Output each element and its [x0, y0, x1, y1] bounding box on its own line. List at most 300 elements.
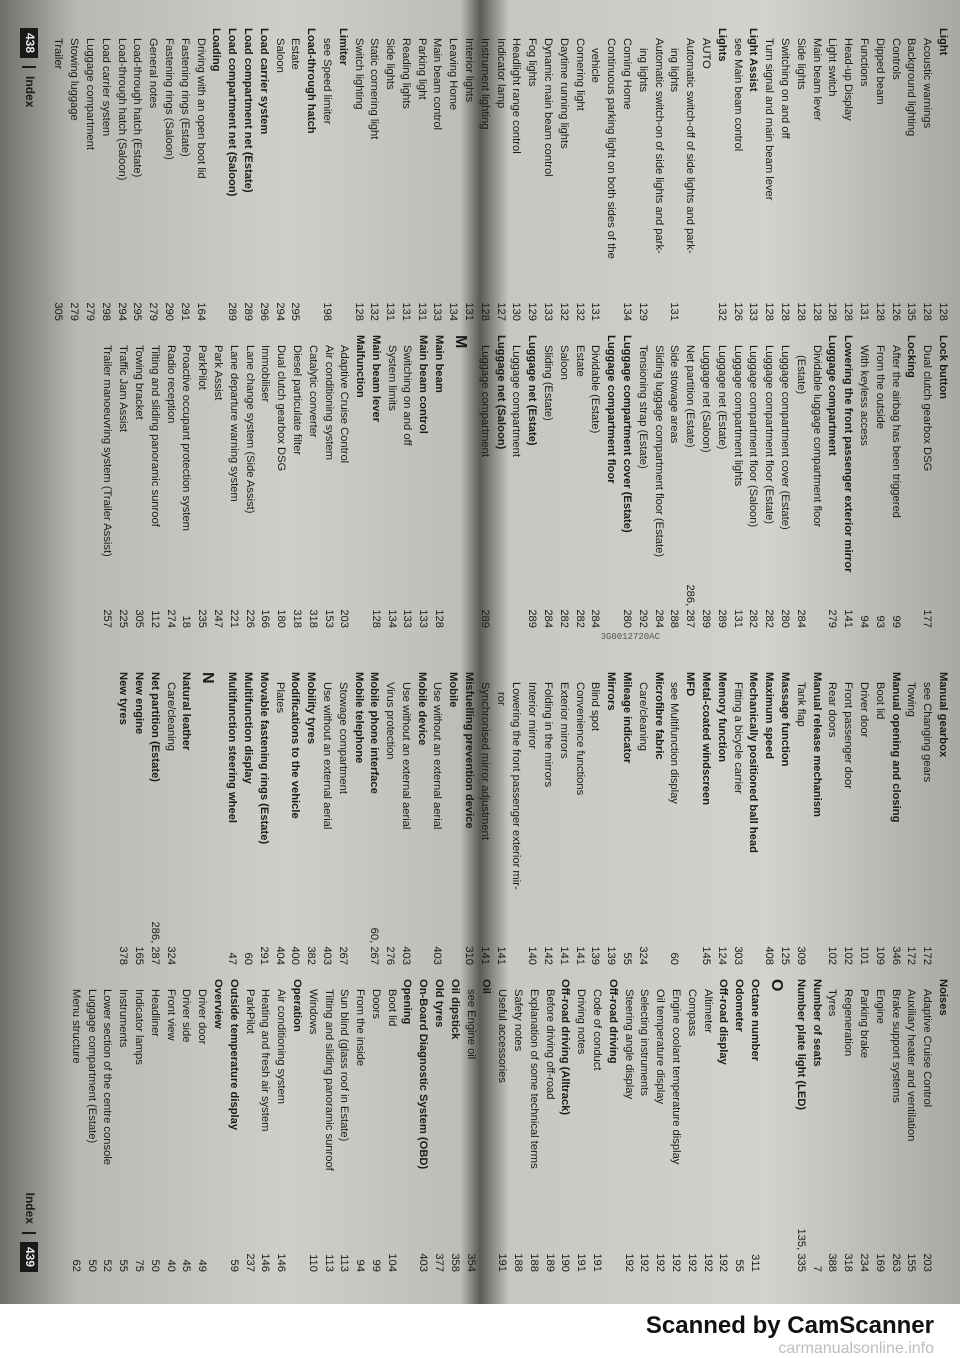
index-entry	[320, 979, 336, 1272]
index-page-ref: 55	[117, 1259, 130, 1272]
index-entry	[618, 335, 634, 628]
index-page-ref	[697, 315, 713, 321]
index-entry	[776, 28, 792, 321]
index-term: Sliding (Estate)	[542, 345, 555, 421]
index-entry	[792, 672, 808, 965]
index-term: ror	[494, 692, 507, 706]
index-term: Switching on and off	[779, 38, 792, 139]
index-page-ref: 141	[478, 946, 491, 965]
index-page-ref: 52	[101, 1259, 114, 1272]
index-page-ref	[334, 315, 350, 321]
index-term: Interior mirror	[526, 682, 539, 750]
index-page-ref: 7	[810, 1265, 823, 1272]
index-page-ref: 289	[700, 609, 713, 628]
index-term: Driver door	[196, 989, 209, 1045]
index-page-ref	[808, 959, 824, 965]
index-term: Automatic switch-on of side lights and park-	[652, 38, 665, 254]
index-entry	[792, 335, 808, 628]
index-term: Fastening rings (Saloon)	[162, 38, 175, 160]
index-entry	[476, 672, 492, 965]
index-term: Luggage compartment floor (Saloon)	[747, 345, 760, 528]
index-entry	[618, 672, 634, 965]
index-entry	[146, 335, 162, 628]
index-entry	[413, 28, 429, 321]
index-entry	[476, 335, 492, 628]
index-term: ParkPilot	[196, 345, 209, 390]
index-entry	[745, 335, 761, 628]
index-page-ref: 133	[431, 302, 444, 321]
index-entry	[587, 28, 603, 321]
index-term: Front view	[164, 989, 177, 1041]
index-term: Fog lights	[526, 38, 539, 87]
index-page-ref: 192	[717, 1253, 730, 1272]
index-entry	[162, 335, 178, 628]
index-page-ref: 172	[921, 946, 934, 965]
index-entry	[746, 979, 762, 1272]
index-page-ref: 404	[273, 946, 286, 965]
index-term: Malfunction	[354, 335, 367, 398]
index-page-ref: 289	[241, 302, 254, 321]
index-entry	[541, 979, 557, 1272]
footer-divider	[22, 66, 36, 68]
index-page-ref: 145	[700, 946, 713, 965]
index-term: Side lights	[384, 38, 397, 90]
index-page-ref: 237	[243, 1253, 256, 1272]
index-entry	[146, 672, 162, 965]
index-letter-heading: N	[199, 672, 217, 684]
index-page-ref: 257	[101, 609, 114, 628]
index-term: Dipped beam	[873, 38, 886, 105]
index-term: Misfuelling prevention device	[463, 672, 476, 829]
index-entry	[476, 28, 492, 321]
index-page-ref: 155	[905, 1253, 918, 1272]
index-page-ref: 134	[385, 609, 398, 628]
index-term: Daytime running lights	[557, 38, 570, 149]
index-entry	[555, 335, 571, 628]
index-page-ref: 165	[132, 946, 145, 965]
index-page-ref: 47	[226, 952, 239, 965]
index-entry	[713, 672, 729, 965]
index-page-ref: 112	[148, 610, 161, 628]
index-entry	[729, 672, 745, 965]
index-page-ref: 291	[178, 302, 191, 321]
index-page-ref: 203	[338, 609, 351, 628]
index-term: Proactive occupant protection system	[180, 345, 193, 531]
index-term: Luggage net (Saloon)	[700, 345, 713, 453]
index-page-ref: 292	[636, 609, 649, 628]
index-term: Interior lights	[463, 38, 476, 103]
index-entry	[523, 335, 539, 628]
index-entry	[383, 979, 399, 1272]
index-term: Tyres	[826, 989, 839, 1017]
index-entry	[255, 28, 271, 321]
index-page-ref: 128	[763, 302, 776, 321]
index-term: Heating and fresh air system	[259, 989, 272, 1132]
index-page-ref: 164	[194, 302, 207, 321]
index-entry	[351, 335, 367, 628]
index-entry	[460, 672, 476, 965]
index-page-ref: 130	[510, 302, 523, 321]
index-page-ref: 99	[889, 615, 902, 628]
index-term: General notes	[147, 38, 160, 109]
index-term: Load-through hatch	[305, 28, 318, 134]
index-term: Light Assist	[747, 28, 760, 92]
index-term: Loading	[210, 28, 223, 72]
index-page-ref: 378	[117, 946, 130, 965]
index-term: Off-road display	[717, 979, 730, 1065]
index-entry	[903, 335, 919, 628]
index-term: Mobile phone interface	[368, 672, 381, 794]
index-term: Mirrors	[605, 672, 618, 711]
index-page-ref: 59	[227, 1259, 240, 1272]
index-page-ref: 128	[779, 302, 792, 321]
index-page-ref: 45	[180, 1259, 193, 1272]
index-page-ref: 128	[937, 302, 949, 321]
index-entry	[887, 979, 903, 1272]
index-entry	[144, 28, 160, 321]
index-page-ref	[934, 622, 950, 628]
index-term: Luggage compartment cover (Estate)	[779, 345, 792, 530]
index-term: Multifunction display	[241, 672, 254, 784]
index-entry	[934, 335, 950, 628]
index-entry	[381, 28, 397, 321]
index-entry	[367, 335, 383, 628]
index-page-ref	[288, 1266, 304, 1272]
index-page-ref: 49	[196, 1259, 209, 1272]
index-page-ref	[602, 315, 618, 321]
index-page-ref: 305	[132, 609, 145, 628]
index-entry	[492, 672, 508, 965]
index-page-ref: 403	[320, 946, 333, 965]
index-page-ref: 153	[322, 609, 335, 628]
index-entry	[351, 979, 367, 1272]
index-term: ing lights	[636, 48, 649, 93]
index-entry	[918, 672, 934, 965]
index-entry	[272, 979, 288, 1272]
index-entry	[446, 979, 462, 1272]
index-page-ref: 324	[164, 946, 177, 965]
index-entry	[508, 672, 524, 965]
index-entry	[334, 28, 350, 321]
index-page-ref: 188	[527, 1253, 540, 1272]
index-page-ref: 141	[557, 946, 570, 965]
camscanner-watermark	[0, 1304, 960, 1358]
gutter-code: 3G0012720AC	[600, 632, 660, 642]
index-entry	[302, 28, 318, 321]
index-entry	[571, 28, 587, 321]
index-page-ref: 102	[826, 946, 839, 965]
index-entry	[272, 335, 288, 628]
index-term: New engine	[132, 672, 145, 735]
index-page-ref: 133	[747, 302, 760, 321]
index-entry	[697, 28, 713, 321]
index-entry	[334, 672, 350, 965]
index-page-ref	[681, 315, 697, 321]
index-entry	[651, 979, 667, 1272]
index-page-ref	[808, 622, 824, 628]
index-page-ref: 94	[858, 615, 871, 628]
index-term: Saloon	[557, 345, 570, 380]
index-term: Lowering the front passenger exterior mir-	[510, 682, 523, 890]
index-page-ref: 310	[463, 946, 476, 965]
index-term: Luggage compartment	[510, 345, 523, 457]
index-term: Fastening rings (Estate)	[178, 38, 191, 157]
index-entry	[336, 335, 352, 628]
index-page-ref: 128	[478, 302, 491, 321]
index-entry	[715, 979, 731, 1272]
index-entry	[745, 28, 761, 321]
index-entry	[887, 672, 903, 965]
index-entry	[618, 28, 634, 321]
index-page-ref: 305	[52, 302, 65, 321]
index-entry	[557, 979, 573, 1272]
index-entry	[271, 28, 287, 321]
index-entry	[430, 335, 446, 628]
index-term: Dual clutch gearbox DSG	[921, 345, 934, 472]
index-page-ref: 131	[589, 302, 602, 321]
index-page-ref	[302, 315, 318, 321]
index-entry	[697, 335, 713, 628]
index-term: Luggage compartment floor	[605, 335, 618, 484]
index-term: Trailer	[52, 38, 65, 70]
index-term: Dividable (Estate)	[589, 345, 602, 434]
index-entry	[397, 672, 413, 965]
index-term: Traffic Jam Assist	[117, 345, 130, 433]
index-page-ref: 192	[654, 1253, 667, 1272]
index-term: Engine coolant temperature display	[670, 989, 683, 1165]
index-entry	[304, 335, 320, 628]
index-entry	[255, 672, 271, 965]
index-term: Selecting instruments	[638, 989, 651, 1096]
index-term: Manual release mechanism	[810, 672, 823, 817]
index-term: Compass	[685, 989, 698, 1037]
index-page-ref: 113	[322, 1254, 335, 1272]
index-page-ref: 133	[542, 302, 555, 321]
index-entry	[808, 28, 824, 321]
index-entry	[887, 335, 903, 628]
index-entry	[50, 28, 66, 321]
index-entry	[918, 335, 934, 628]
index-page-ref: 128	[873, 302, 886, 321]
index-page-ref: 131	[668, 302, 681, 321]
index-page-ref: 346	[889, 946, 902, 965]
index-page-ref	[413, 959, 429, 965]
index-page-ref: 141	[573, 946, 586, 965]
index-entry	[178, 979, 194, 1272]
index-page-ref: 133	[401, 609, 414, 628]
index-page-ref: 226	[243, 609, 256, 628]
index-page-ref: 129	[636, 302, 649, 321]
index-page-ref	[350, 959, 366, 965]
index-term: Windows	[306, 989, 319, 1035]
index-term: Care/cleaning	[636, 682, 649, 752]
index-entry	[903, 28, 919, 321]
index-entry	[509, 979, 525, 1272]
index-term: Estate	[289, 38, 302, 70]
index-entry	[760, 28, 776, 321]
index-page-ref	[650, 959, 666, 965]
index-term: Operation	[290, 979, 303, 1032]
index-entry	[855, 672, 871, 965]
index-term: Luggage compartment	[83, 38, 96, 150]
index-term: Folding in the mirrors	[542, 682, 555, 788]
index-term: Sun blind (glass roof in Estate)	[338, 989, 351, 1142]
index-entry	[871, 672, 887, 965]
index-entry	[824, 335, 840, 628]
index-page-ref: 279	[68, 302, 81, 321]
index-term: Load-through hatch (Estate)	[131, 38, 144, 178]
index-page-ref: 400	[289, 946, 302, 965]
index-entry	[113, 28, 129, 321]
index-term: Lane change system (Side Assist)	[243, 345, 256, 514]
index-entry	[430, 979, 446, 1272]
index-entry	[287, 28, 303, 321]
index-page-ref: 127	[494, 302, 507, 321]
index-entry	[492, 28, 508, 321]
index-page-ref: 191	[591, 1253, 604, 1272]
index-entry	[824, 979, 840, 1272]
index-term: Rear doors	[826, 682, 839, 738]
index-page-ref: 280	[779, 609, 792, 628]
index-page-ref: 263	[889, 1253, 902, 1272]
index-term: Headlight range control	[510, 38, 523, 154]
index-entry	[824, 672, 840, 965]
index-term: Towing bracket	[132, 345, 145, 420]
index-term: see Engine oil	[464, 989, 477, 1060]
index-term: Acoustic warnings	[921, 38, 934, 129]
index-term: Main beam control	[431, 38, 444, 131]
index-page-ref: 60	[241, 952, 254, 965]
index-term: Natural leather	[180, 672, 193, 751]
index-entry	[699, 979, 715, 1272]
index-page-ref: 191	[575, 1253, 588, 1272]
index-page-ref: 177	[921, 609, 934, 628]
index-entry	[65, 28, 81, 321]
index-term: Outside temperature display	[227, 979, 240, 1131]
index-term: Luggage compartment floor (Estate)	[763, 345, 776, 525]
index-term: Mobile	[447, 672, 460, 708]
index-page-ref: 296	[257, 302, 270, 321]
right-page-column-2	[70, 979, 950, 1272]
index-page-ref: 129	[526, 302, 539, 321]
index-entry	[666, 672, 682, 965]
index-page-ref: 131	[399, 302, 412, 321]
index-page-ref: 60	[668, 952, 681, 965]
index-entry	[650, 672, 666, 965]
index-page-ref: 132	[715, 302, 728, 321]
index-page-ref: 169	[873, 1253, 886, 1272]
index-entry	[729, 28, 745, 321]
index-term: Off-road driving	[606, 979, 619, 1064]
index-entry	[192, 28, 208, 321]
index-term: Fitting a bicycle carrier	[731, 682, 744, 794]
index-term: Old tyres	[433, 979, 446, 1028]
index-entry	[241, 979, 257, 1272]
index-term: Continuous parking light on both sides of the	[605, 38, 618, 259]
index-entry	[887, 28, 903, 321]
index-term: see Main beam control	[731, 38, 744, 152]
index-entry	[839, 335, 855, 628]
index-entry	[776, 335, 792, 628]
index-page-ref: 128	[826, 302, 839, 321]
index-term: Sliding luggage compartment floor (Estate)	[652, 345, 665, 558]
index-term: Microfibre fabric	[652, 672, 665, 760]
index-page-ref: 267	[336, 946, 349, 965]
index-term: Load carrier system	[257, 28, 270, 135]
index-page-ref: 131	[384, 302, 397, 321]
index-page-ref: 274	[164, 609, 177, 628]
index-entry	[478, 979, 494, 1272]
index-page-ref: 128	[842, 302, 855, 321]
index-term: Use without an external aerial	[320, 682, 333, 830]
index-page-ref: 99	[369, 1259, 382, 1272]
index-page-ref: 188	[512, 1253, 525, 1272]
page-number: 439	[20, 1242, 38, 1272]
index-term: Functions	[858, 38, 871, 87]
index-entry	[99, 979, 115, 1272]
index-entry	[666, 28, 682, 321]
index-entry	[666, 335, 682, 628]
index-term: AUTO	[700, 38, 713, 69]
index-page-ref: 132	[368, 302, 381, 321]
index-term: Main beam	[433, 335, 446, 393]
index-term: Net partition (Estate)	[684, 345, 697, 448]
index-term: Main beam lever	[810, 38, 823, 121]
index-page-ref	[745, 959, 761, 965]
index-page-ref: 377	[433, 1253, 446, 1272]
index-term: Towing	[905, 682, 918, 717]
index-page-ref: 358	[448, 1253, 461, 1272]
index-term: Load compartment net (Estate)	[241, 28, 254, 193]
index-term: Modifications to the vehicle	[289, 672, 302, 819]
index-entry	[320, 335, 336, 628]
index-term: With keyless access	[858, 345, 871, 446]
index-term: Dual clutch gearbox DSG	[275, 345, 288, 472]
index-page-ref: 142	[542, 946, 555, 965]
index-term: Automatic switch-off of side lights and park-	[684, 38, 697, 254]
index-term: Plates	[273, 682, 286, 714]
index-term: Mileage indicator	[621, 672, 634, 764]
index-term: Catalytic converter	[306, 345, 319, 438]
section-name: Index	[22, 76, 37, 108]
index-term: Luggage compartment (Estate)	[85, 989, 98, 1144]
index-entry	[350, 28, 366, 321]
index-entry	[587, 335, 603, 628]
index-entry	[162, 979, 178, 1272]
index-page-ref: 109	[873, 946, 886, 965]
index-page-ref: 388	[826, 1253, 839, 1272]
index-entry	[903, 672, 919, 965]
index-page-ref: 125	[779, 946, 792, 965]
index-page-ref: 294	[115, 302, 128, 321]
index-page-ref: 128	[794, 302, 807, 321]
index-term: Parking light	[415, 38, 428, 100]
index-page-ref: 192	[670, 1253, 683, 1272]
index-entry	[225, 335, 241, 628]
index-entry	[587, 672, 603, 965]
index-entry	[523, 672, 539, 965]
index-term: Doors	[369, 989, 382, 1019]
index-page-ref: 279	[826, 609, 839, 628]
index-entry	[634, 335, 650, 628]
index-entry	[760, 672, 776, 965]
index-page-ref: 191	[496, 1253, 509, 1272]
section-name: Index	[22, 1192, 37, 1224]
index-entry	[209, 979, 225, 1272]
index-page-ref: 282	[747, 609, 760, 628]
index-page-ref: 354	[464, 1253, 477, 1272]
index-entry	[808, 979, 824, 1272]
